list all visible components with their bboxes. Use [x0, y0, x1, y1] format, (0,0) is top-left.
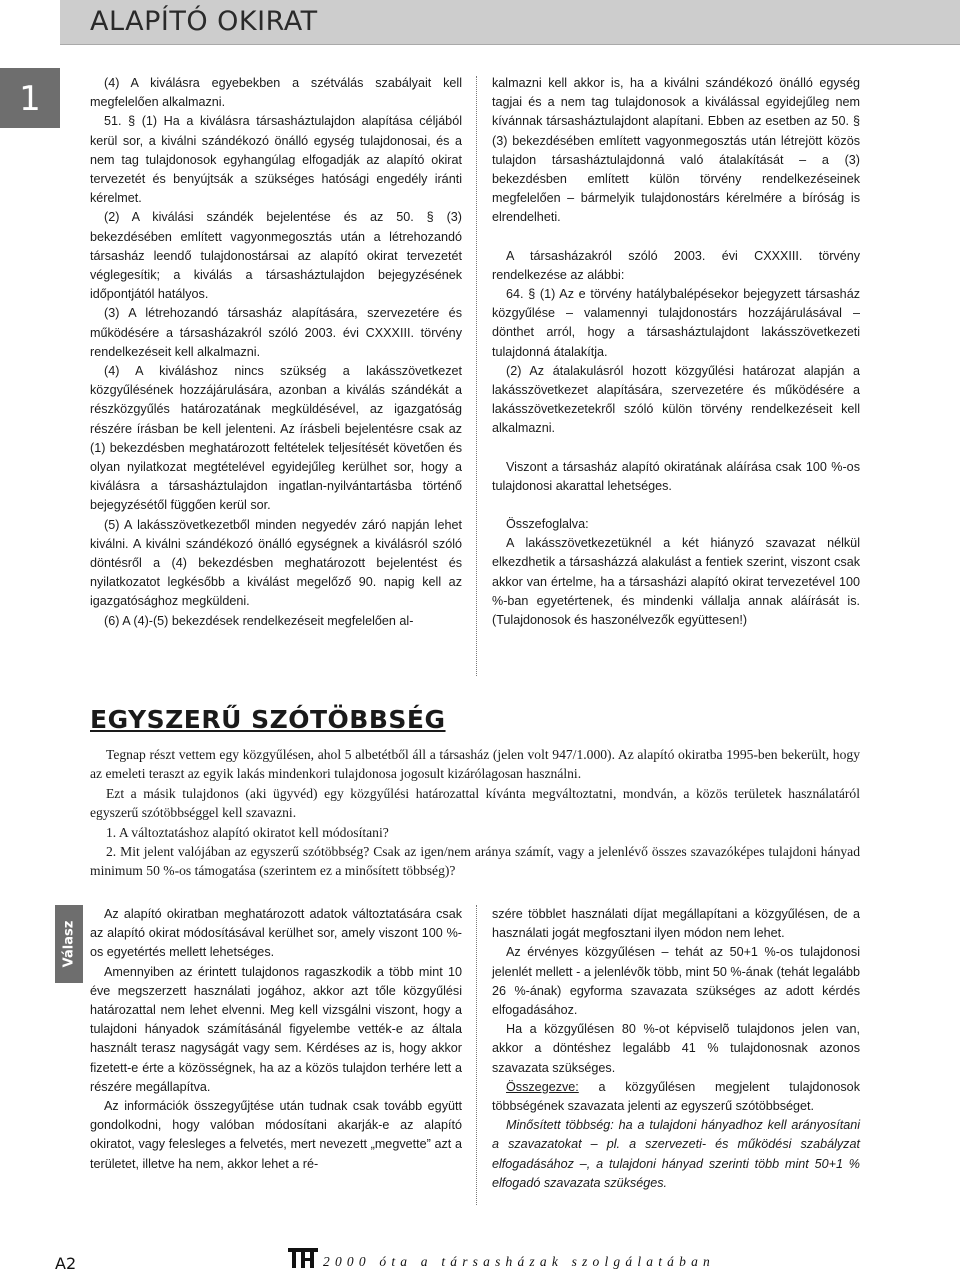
footer-tagline: 2000 óta a társasházak szolgálatában: [323, 1254, 715, 1269]
answer-left-column: [90, 905, 462, 1174]
section-title: EGYSZERŰ SZÓTÖBBSÉG: [90, 705, 446, 734]
answer-paragraph: Az alapító okiratban meghatározott adatok változtatására csak az alapító okirat módosításával kerülhet sor, amely viszont 100 %-os egyetértés mellett lehetséges.: [90, 907, 462, 960]
paragraph: kalmazni kell akkor is, ha a kiválni szándékozó önálló egység tagjai és a nem tag tulajdonosok a kiválással egyidejűleg nem kívánnak társasháztulajdont alapítani. Ebben az esetben az 50. § (3) bekezdésében említett vagyonmegosztás után létrejött közös tulajdon társasháztulajdonná való átalakítását – a (3) bekezdésben említett külön törvény rendelkezéseinek megfelelően – bármelyik tulajdonostárs kérelmére a bíróság is elrendelheti.: [492, 76, 860, 225]
question-paragraph: 1. A változtatáshoz alapító okiratot kell módosítani?: [106, 824, 389, 840]
question-paragraph: Ezt a másik tulajdonos (aki ügyvéd) egy közgyűlési határozattal kívánta megváltoztatni, mondván, a közös területek használatáról egyszerű szótöbbséggel kell szavazni.: [90, 785, 860, 821]
top-right-column: [492, 74, 860, 630]
paragraph: 51. § (1) Ha a kiválásra társasháztulajdon alapítása céljából kerül sor, a kiválni szándékozó önálló egység tulajdonosai, és a nem tag tulajdonosok egyhangúlag elfogadják az alapító okirat tervezetét és benyújtsák a szükséges hatósági engedély iránti kérelmet.: [90, 114, 462, 206]
top-left-column: [90, 74, 462, 631]
question-paragraph: Tegnap részt vettem egy közgyűlésen, ahol 5 albetétből áll a társasház (jelen volt 947/1.000). Az alapító okiratba 1995-ben bekerült, hogy az emeleti teraszt az egyik lakás mindenkori tulajdonosa jogosult kizárólagosan használni.: [90, 747, 860, 782]
column-divider: [476, 76, 477, 676]
answer-tab: [55, 905, 83, 983]
answer-summary-text: a közgyűlésen megjelent tulajdonosok többségének szavazata jelenti az egyszerű szótöbbséget.: [492, 1079, 860, 1114]
column-divider: [476, 905, 477, 1205]
paragraph: 64. § (1) Az e törvény hatálybalépésekor bejegyzett társasház közgyűlése – valamennyi tulajdonostárs hozzájárulásával – dönthet arról, hogy a társasháztulajdont lakásszövetkezeti tulajdonná átalakítja.: [492, 287, 860, 359]
reader-question: [90, 745, 860, 881]
paragraph: (2) Az átalakulásról hozott közgyűlési határozat alapján a lakásszövetkezet alapítására, szervezetére és működésére a lakásszövetkezetekről szóló külön törvény rendelkezéseit kell alkalmazni.: [492, 363, 860, 436]
summary-text: A lakásszövetkezetüknél a két hiányzó szavazat nélkül elkezdhetik a társasházzá alakulást a fentiek szerint, viszont csak akkor van értelme, ha a társasházi alapító okirat tervezetével 100 %-ban egyetértenek, és mindenki vállalja annak aláírását is. (Tulajdonosok és haszonélvezők együttesen!): [492, 536, 860, 628]
answer-paragraph: szére többlet használati díjat megállapítani a közgyűlésen, de a használati jogát megfosztani ilyen módon nem lehet.: [492, 907, 860, 941]
paragraph: (6) A (4)-(5) bekezdések rendelkezéseit megfelelően al-: [104, 613, 414, 628]
answer-paragraph: Az érvényes közgyűlésen – tehát az 50+1 %-os tulajdonosi jelenlét mellett - a jelenlévõk több, mint 50 %-ának (tehát legalább 26 %-ának) egyforma szavazata szükséges az adott kérdés elfogadásához.: [492, 945, 860, 1018]
answer-label: Válasz: [61, 920, 77, 968]
answer-paragraph: Az információk összegyűjtése után tudnak csak tovább együtt gondolkodni, hogy valóban módosítani akarják-e az alapító okiratot, vagy felesleges a felvetés, mert nevezett „megvette” azt a területet, illetve ha nem, akkor lehet a ré-: [90, 1099, 462, 1171]
signature-note: Viszont a társasház alapító okiratának aláírása csak 100 %-os tulajdonosi akarattal lehetséges.: [492, 459, 860, 493]
chapter-tab: 1: [0, 68, 60, 128]
page-number: A2: [55, 1254, 77, 1273]
qualified-majority-note: Minősített többség: ha a tulajdoni hányadhoz kell arányosítani a szavazatokat – pl. a szervezeti- és működési szabályzat elfogadásához –, a tulajdoni hányad szerinti több mint 50+1 % elfogadó szavazata szükséges.: [492, 1118, 860, 1190]
paragraph: (4) A kiváláshoz nincs szükség a lakásszövetkezet közgyűlésének hozzájárulására, azonban a kiválás szándékát a részközgyűlés határozatának megküldésével, az igazgatóság részére írásban be kell jelenteni. Az írásbeli bejelentésre csak az (1) bekezdésben meghatározott feltételek teljesítését követően és olyan nyilatkozat megtételével egyidejűleg kerülhet sor, hogy a kiválásra a társasháztulajdon ingatlan-nyilvántartásba történő bejegyzésétől függően kerül sor.: [90, 364, 462, 513]
summary-label: Összefoglalva:: [506, 517, 589, 532]
question-paragraph: 2. Mit jelent valójában az egyszerű szótöbbség? Csak az igen/nem aránya számít, vagy a jelenlévő összes szavazóképes tulajdoni hányad minimum 50 %-os támogatása (szerintem ez a minősített többség)?: [90, 844, 860, 879]
answer-right-column: [492, 905, 860, 1193]
tht-logo: [288, 1246, 318, 1270]
page-title: ALAPÍTÓ OKIRAT: [90, 6, 318, 37]
paragraph: (5) A lakásszövetkezetből minden negyedév záró napján lehet kiválni. A kiválni szándékozó önálló egységnek a kiválásról szóló döntésről a (4) bekezdésben meghatározott bejelentést és nyilatkozatot legkésőbb a kiválást megelőző 90. napig kell az igazgatósághoz megküldeni.: [90, 517, 462, 609]
paragraph: (3) A létrehozandó társasház alapítására, szervezetére és működésére a társasházakról szóló 2003. évi CXXXIII. törvény rendelkezéseit kell alkalmazni.: [90, 306, 462, 359]
paragraph: (2) A kiválási szándék bejelentése és az 50. § (3) bekezdésében említett vagyonmegosztás után a létrehozandó társasház leendő tulajdonostársai az alapító okirat tervezetét véglegesítik; a kiválás a társasháztulajdon bejegyzésének időpontjától hatályos.: [90, 210, 462, 302]
answer-summary-label: Összegezve:: [506, 1079, 579, 1094]
answer-summary: [492, 1078, 860, 1116]
left-rail: [0, 44, 60, 1275]
answer-paragraph: Amennyiben az érintett tulajdonos ragaszkodik a több mint 10 éve megszerzett használati jogához, akkor azt tőle közgyűlési határozattal nem lehet elvenni. Meg kell vizsgálni viszont, hogy a tulajdoni hányadok számításánál figyelembe vették-e az általa használt terasz nagyságát vagy sem. Kérdéses az is, hogy akkor fizetett-e érte a közösségnek, ha az a közös tulajdon terhére lett a részére megállapítva.: [90, 964, 462, 1094]
answer-paragraph: Ha a közgyűlésen 80 %-ot képviselõ tulajdonos jelen van, akkor a döntéshez legalább 41 % tulajdonosnak azonos szavazata szükséges.: [492, 1022, 860, 1075]
law-intro: A társasházakról szóló 2003. évi CXXXIII. törvény rendelkezése az alábbi:: [492, 248, 860, 282]
paragraph: (4) A kiválásra egyebekben a szétválás szabályait kell megfelelően alkalmazni.: [90, 76, 462, 110]
